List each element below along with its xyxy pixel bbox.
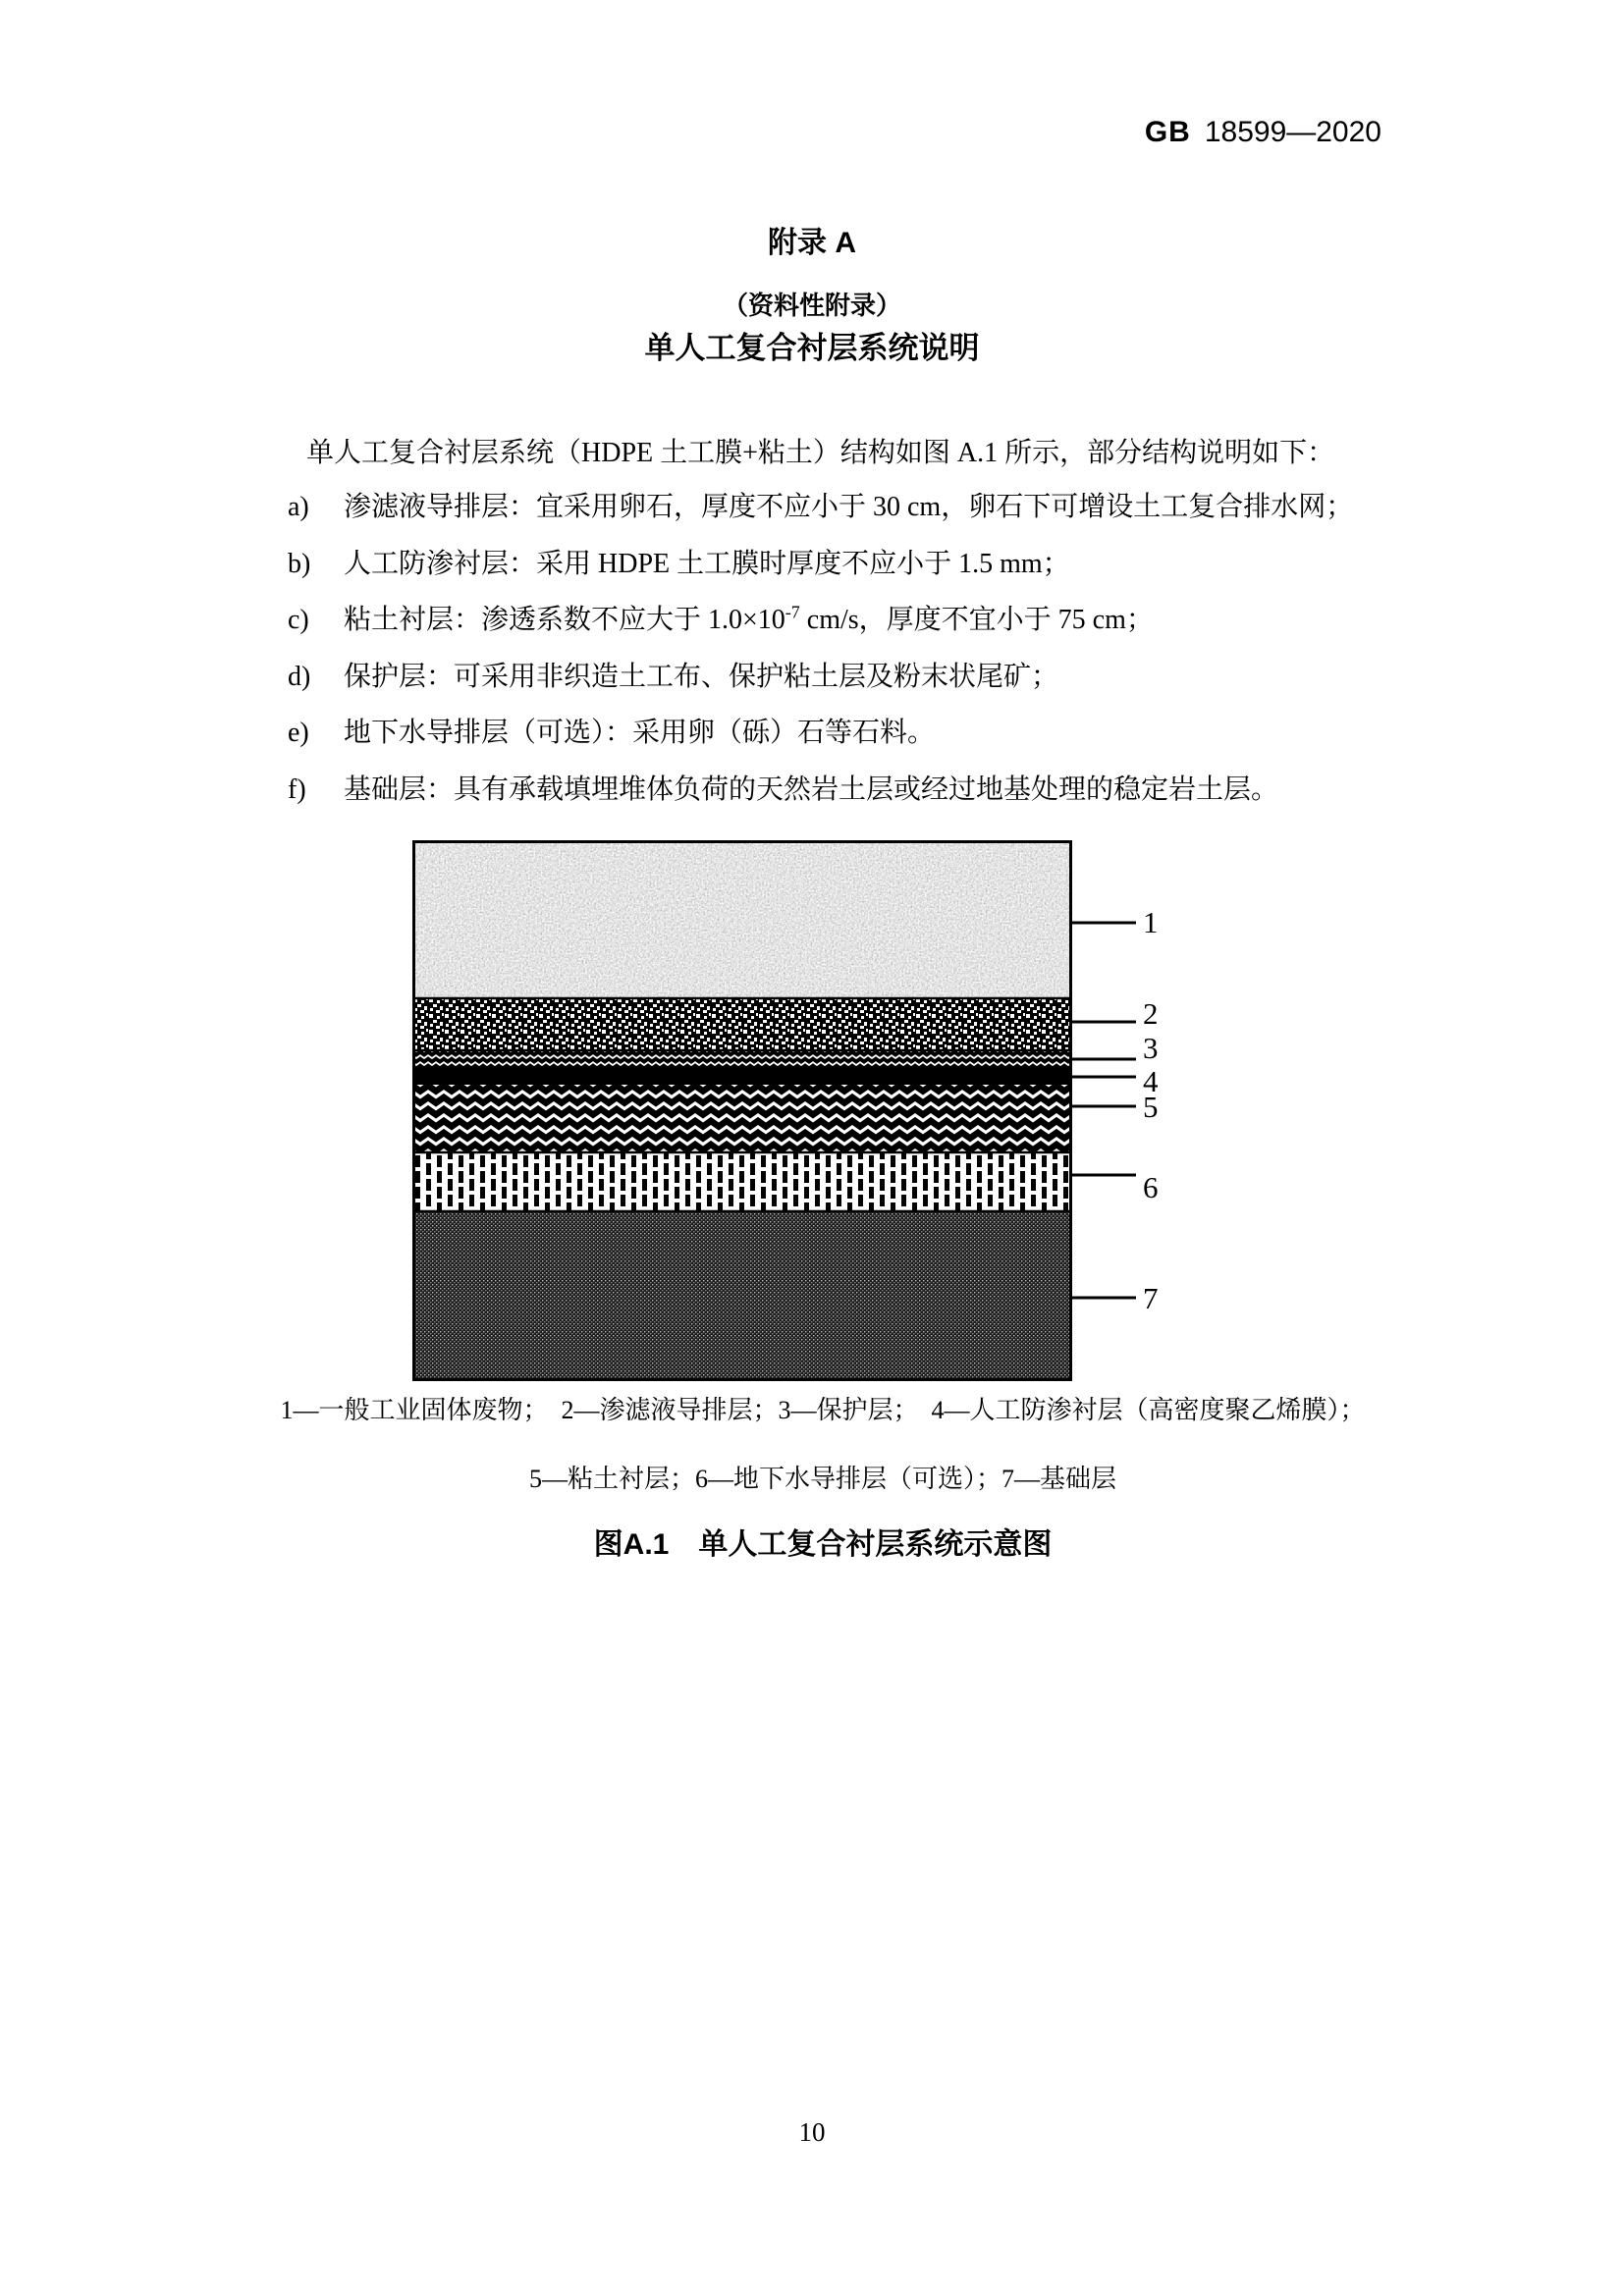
- list-item-f: [288, 773, 1407, 808]
- layer-6-groundwater-drainage: [414, 1153, 1070, 1210]
- list-marker-b: b): [288, 549, 311, 579]
- layer-4-hdpe-membrane: [414, 1067, 1070, 1085]
- list-text-c-pre: 粘土衬层：渗透系数不应大于 1.0×10: [344, 605, 785, 635]
- list-marker-c: c): [288, 605, 309, 635]
- list-item-e: [288, 716, 1407, 751]
- list-text-c-exponent: -7: [785, 602, 800, 622]
- list-marker-f: f): [288, 774, 306, 805]
- figure-title: 图A.1 单人工复合衬层系统示意图: [593, 1528, 1053, 1561]
- layer-3-protective: [414, 1051, 1070, 1067]
- list-text-c-post: cm/s，厚度不宜小于 75 cm；: [799, 605, 1154, 635]
- appendix-name: 单人工复合衬层系统说明: [644, 331, 980, 365]
- layer-number-2: 2: [1143, 996, 1159, 1031]
- list-item-d: [288, 660, 1407, 695]
- doc-number-prefix: GB: [1144, 116, 1191, 148]
- intro-paragraph: 单人工复合衬层系统（HDPE 土工膜+粘土）结构如图 A.1 所示，部分结构说明如下：: [306, 438, 1335, 468]
- figure-caption-line1: 1—一般工业固体废物； 2—渗滤液导排层；3—保护层； 4—人工防渗衬层（高密度聚乙烯膜）；: [280, 1396, 1366, 1424]
- layer-number-3: 3: [1143, 1031, 1159, 1065]
- doc-number: [0, 116, 1381, 149]
- list-marker-d: d): [288, 662, 311, 692]
- doc-number-value: 18599—2020: [1204, 116, 1381, 148]
- layer-number-5: 5: [1143, 1090, 1159, 1124]
- figure-caption-line2: 5—粘土衬层；6—地下水导排层（可选）；7—基础层: [528, 1465, 1116, 1493]
- appendix-title: 附录 A: [768, 227, 856, 259]
- layer-7-foundation: [414, 1212, 1070, 1379]
- list-text-d: 保护层：可采用非织造土工布、保护粘土层及粉末状尾矿；: [344, 662, 1059, 692]
- list-text-e: 地下水导排层（可选）：采用卵（砾）石等石料。: [344, 718, 936, 748]
- layer-5-clay-liner: [414, 1085, 1070, 1151]
- list-marker-a: a): [288, 492, 309, 522]
- layer-1-waste: [414, 842, 1070, 998]
- list-marker-e: e): [288, 718, 309, 748]
- layer-number-7: 7: [1143, 1281, 1159, 1315]
- layer-number-4: 4: [1143, 1064, 1159, 1098]
- layer-number-1: 1: [1143, 905, 1159, 939]
- list-text-f: 基础层：具有承载填埋堆体负荷的天然岩土层或经过地基处理的稳定岩土层。: [344, 774, 1279, 805]
- list-item-c: [288, 603, 1407, 638]
- layer-number-6: 6: [1143, 1170, 1159, 1204]
- appendix-subtitle: （资料性附录）: [722, 291, 901, 320]
- list-text-b: 人工防渗衬层：采用 HDPE 土工膜时厚度不应小于 1.5 mm；: [344, 549, 1070, 579]
- liner-system-diagram: [412, 840, 1188, 1382]
- list-item-a: [288, 490, 1407, 525]
- list-text-a: 渗滤液导排层：宜采用卵石，厚度不应小于 30 cm，卵石下可增设土工复合排水网；: [344, 492, 1354, 522]
- page-number: 10: [798, 2117, 826, 2147]
- list-item-b: [288, 547, 1407, 582]
- layer-2-leachate-drainage: [414, 998, 1070, 1049]
